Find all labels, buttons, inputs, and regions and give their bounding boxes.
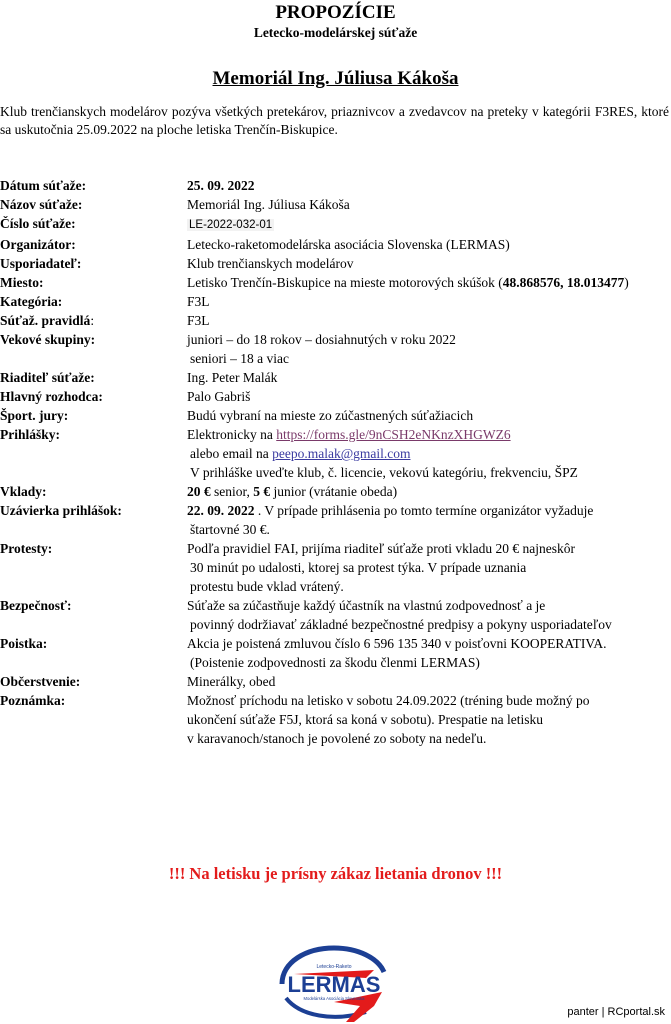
protests-line2: 30 minút po udalosti, ktorej sa protest týka. V prípade uznania (190, 560, 527, 575)
label-category: Kategória: (0, 294, 63, 309)
row-place (0, 273, 671, 292)
value-category: F3L (187, 294, 210, 309)
value-judge: Palo Gabriš (187, 389, 251, 404)
label-protests: Protesty: (0, 541, 53, 556)
row-host (0, 254, 671, 273)
row-age (0, 330, 671, 368)
details-table (0, 176, 671, 748)
safety-line2: povinný dodržiavať základné bezpečnostné predpisy a pokyny usporiadateľov (190, 617, 612, 632)
row-insurance (0, 634, 671, 672)
form-link[interactable]: https://forms.gle/9nCSH2eNKnzXHGWZ6 (276, 427, 511, 442)
row-judge (0, 387, 671, 406)
fee-junior-text: junior (vrátanie obeda) (270, 484, 398, 499)
value-jury: Budú vybraní na mieste zo zúčastnených súťažiacich (187, 408, 474, 423)
label-fees: Vklady: (0, 484, 47, 499)
value-host: Klub trenčianskych modelárov (187, 256, 354, 271)
row-director (0, 368, 671, 387)
deadline-date: 22. 09. 2022 (187, 503, 255, 518)
value-place-end: ) (624, 275, 629, 290)
row-category (0, 292, 671, 311)
row-entries (0, 425, 671, 482)
deadline-line1: . V prípade prihlásenia po tomto termíne organizátor vyžaduje (254, 503, 594, 518)
note-line1: Možnosť príchodu na letisko v sobotu 24.09.2022 (tréning bude možný po (187, 693, 590, 708)
label-organizer: Organizátor: (0, 237, 76, 252)
label-jury: Šport. jury: (0, 408, 69, 423)
fee-junior-amount: 5 € (253, 484, 271, 499)
logo-top-text: Letecko-Raketo (316, 964, 352, 970)
logo-name: LERMAS (287, 972, 381, 997)
label-judge: Hlavný rozhodca: (0, 389, 103, 404)
safety-line1: Súťaže sa zúčastňuje každý účastník na vlastnú zodpovednosť a je (187, 598, 546, 613)
value-place-coords: 48.868576, 18.013477 (502, 275, 625, 290)
row-deadline (0, 501, 671, 539)
lermas-logo (274, 940, 394, 1024)
row-note (0, 691, 671, 748)
protests-line1: Podľa pravidiel FAI, prijíma riaditeľ súťaže proti vkladu 20 € najneskôr (187, 541, 576, 556)
label-director: Riaditeľ súťaže: (0, 370, 95, 385)
intro-paragraph: Klub trenčianskych modelárov pozýva všetkých pretekárov, priaznivcov a zvedavcov na preteky v kategórii F3RES, ktoré sa uskutočnia 25.09.2022 na ploche letiska Trenčín-Biskupice. (0, 104, 669, 137)
label-rules: Súťaž. pravidlá (0, 313, 91, 328)
label-insurance: Poistka: (0, 636, 48, 651)
label-refreshment: Občerstvenie: (0, 674, 81, 689)
label-rules-colon: : (90, 313, 95, 328)
note-line3: v karavanoch/stanoch je povolené zo soboty na nedeľu. (187, 731, 487, 746)
row-protests (0, 539, 671, 596)
row-rules (0, 311, 671, 330)
label-age: Vekové skupiny: (0, 332, 96, 347)
fee-senior-amount: 20 € (187, 484, 211, 499)
value-number: LE-2022-032-01 (189, 219, 273, 231)
row-organizer (0, 235, 671, 254)
entries-line1-text: Elektronicky na (187, 427, 277, 442)
email-link[interactable]: peepo.malak@gmail.com (272, 446, 411, 461)
label-place: Miesto: (0, 275, 44, 290)
note-line2: ukončení súťaže F5J, ktorá sa koná v sobotu). Prespatie na letisku (187, 712, 543, 727)
label-deadline: Uzávierka prihlášok: (0, 503, 122, 518)
value-age-line2: seniori – 18 a viac (190, 351, 289, 366)
row-date (0, 176, 671, 195)
protests-line3: protestu bude vklad vrátený. (190, 579, 344, 594)
value-place: Letisko Trenčín-Biskupice na mieste motorových skúšok ( (187, 275, 503, 290)
row-safety (0, 596, 671, 634)
insurance-line2: (Poistenie zodpovednosti za škodu členmi LERMAS) (190, 655, 480, 670)
row-refreshment (0, 672, 671, 691)
row-name (0, 195, 671, 214)
value-name: Memoriál Ing. Júliusa Kákoša (187, 197, 350, 212)
row-fees (0, 482, 671, 501)
insurance-line1: Akcia je poistená zmluvou číslo 6 596 135 340 v poisťovni KOOPERATIVA. (187, 636, 607, 651)
document-title: PROPOZÍCIE (275, 2, 396, 23)
memorial-heading: Memoriál Ing. Júliusa Kákoša (212, 68, 459, 89)
value-director: Ing. Peter Malák (187, 370, 278, 385)
row-jury (0, 406, 671, 425)
value-date: 25. 09. 2022 (187, 178, 255, 193)
label-entries: Prihlášky: (0, 427, 61, 442)
entries-line3-text: V prihláške uveďte klub, č. licencie, vekovú kategóriu, frekvenciu, ŠPZ (190, 465, 578, 480)
value-age-line1: juniori – do 18 rokov – dosiahnutých v roku 2022 (187, 332, 456, 347)
value-organizer: Letecko-raketomodelárska asociácia Slovenska (LERMAS) (187, 237, 510, 252)
drone-ban-warning: !!! Na letisku je prísny zákaz lietania dronov !!! (168, 864, 503, 883)
label-safety: Bezpečnosť: (0, 598, 72, 613)
value-refreshment: Minerálky, obed (187, 674, 276, 689)
entries-line2-text: alebo email na (190, 446, 273, 461)
label-host: Usporiadateľ: (0, 256, 82, 271)
value-rules: F3L (187, 313, 210, 328)
label-name: Názov súťaže: (0, 197, 83, 212)
deadline-line2: štartovné 30 €. (190, 522, 270, 537)
footer-credit: panter | RCportal.sk (567, 1006, 665, 1018)
logo-bottom-text: Modelárska Asociácia Slovenska (303, 996, 365, 1001)
fee-senior-text: senior, (210, 484, 254, 499)
label-date: Dátum súťaže: (0, 178, 87, 193)
label-number: Číslo súťaže: (0, 216, 76, 231)
document-subtitle: Letecko-modelárskej súťaže (253, 25, 418, 40)
row-number (0, 214, 671, 235)
label-note: Poznámka: (0, 693, 66, 708)
